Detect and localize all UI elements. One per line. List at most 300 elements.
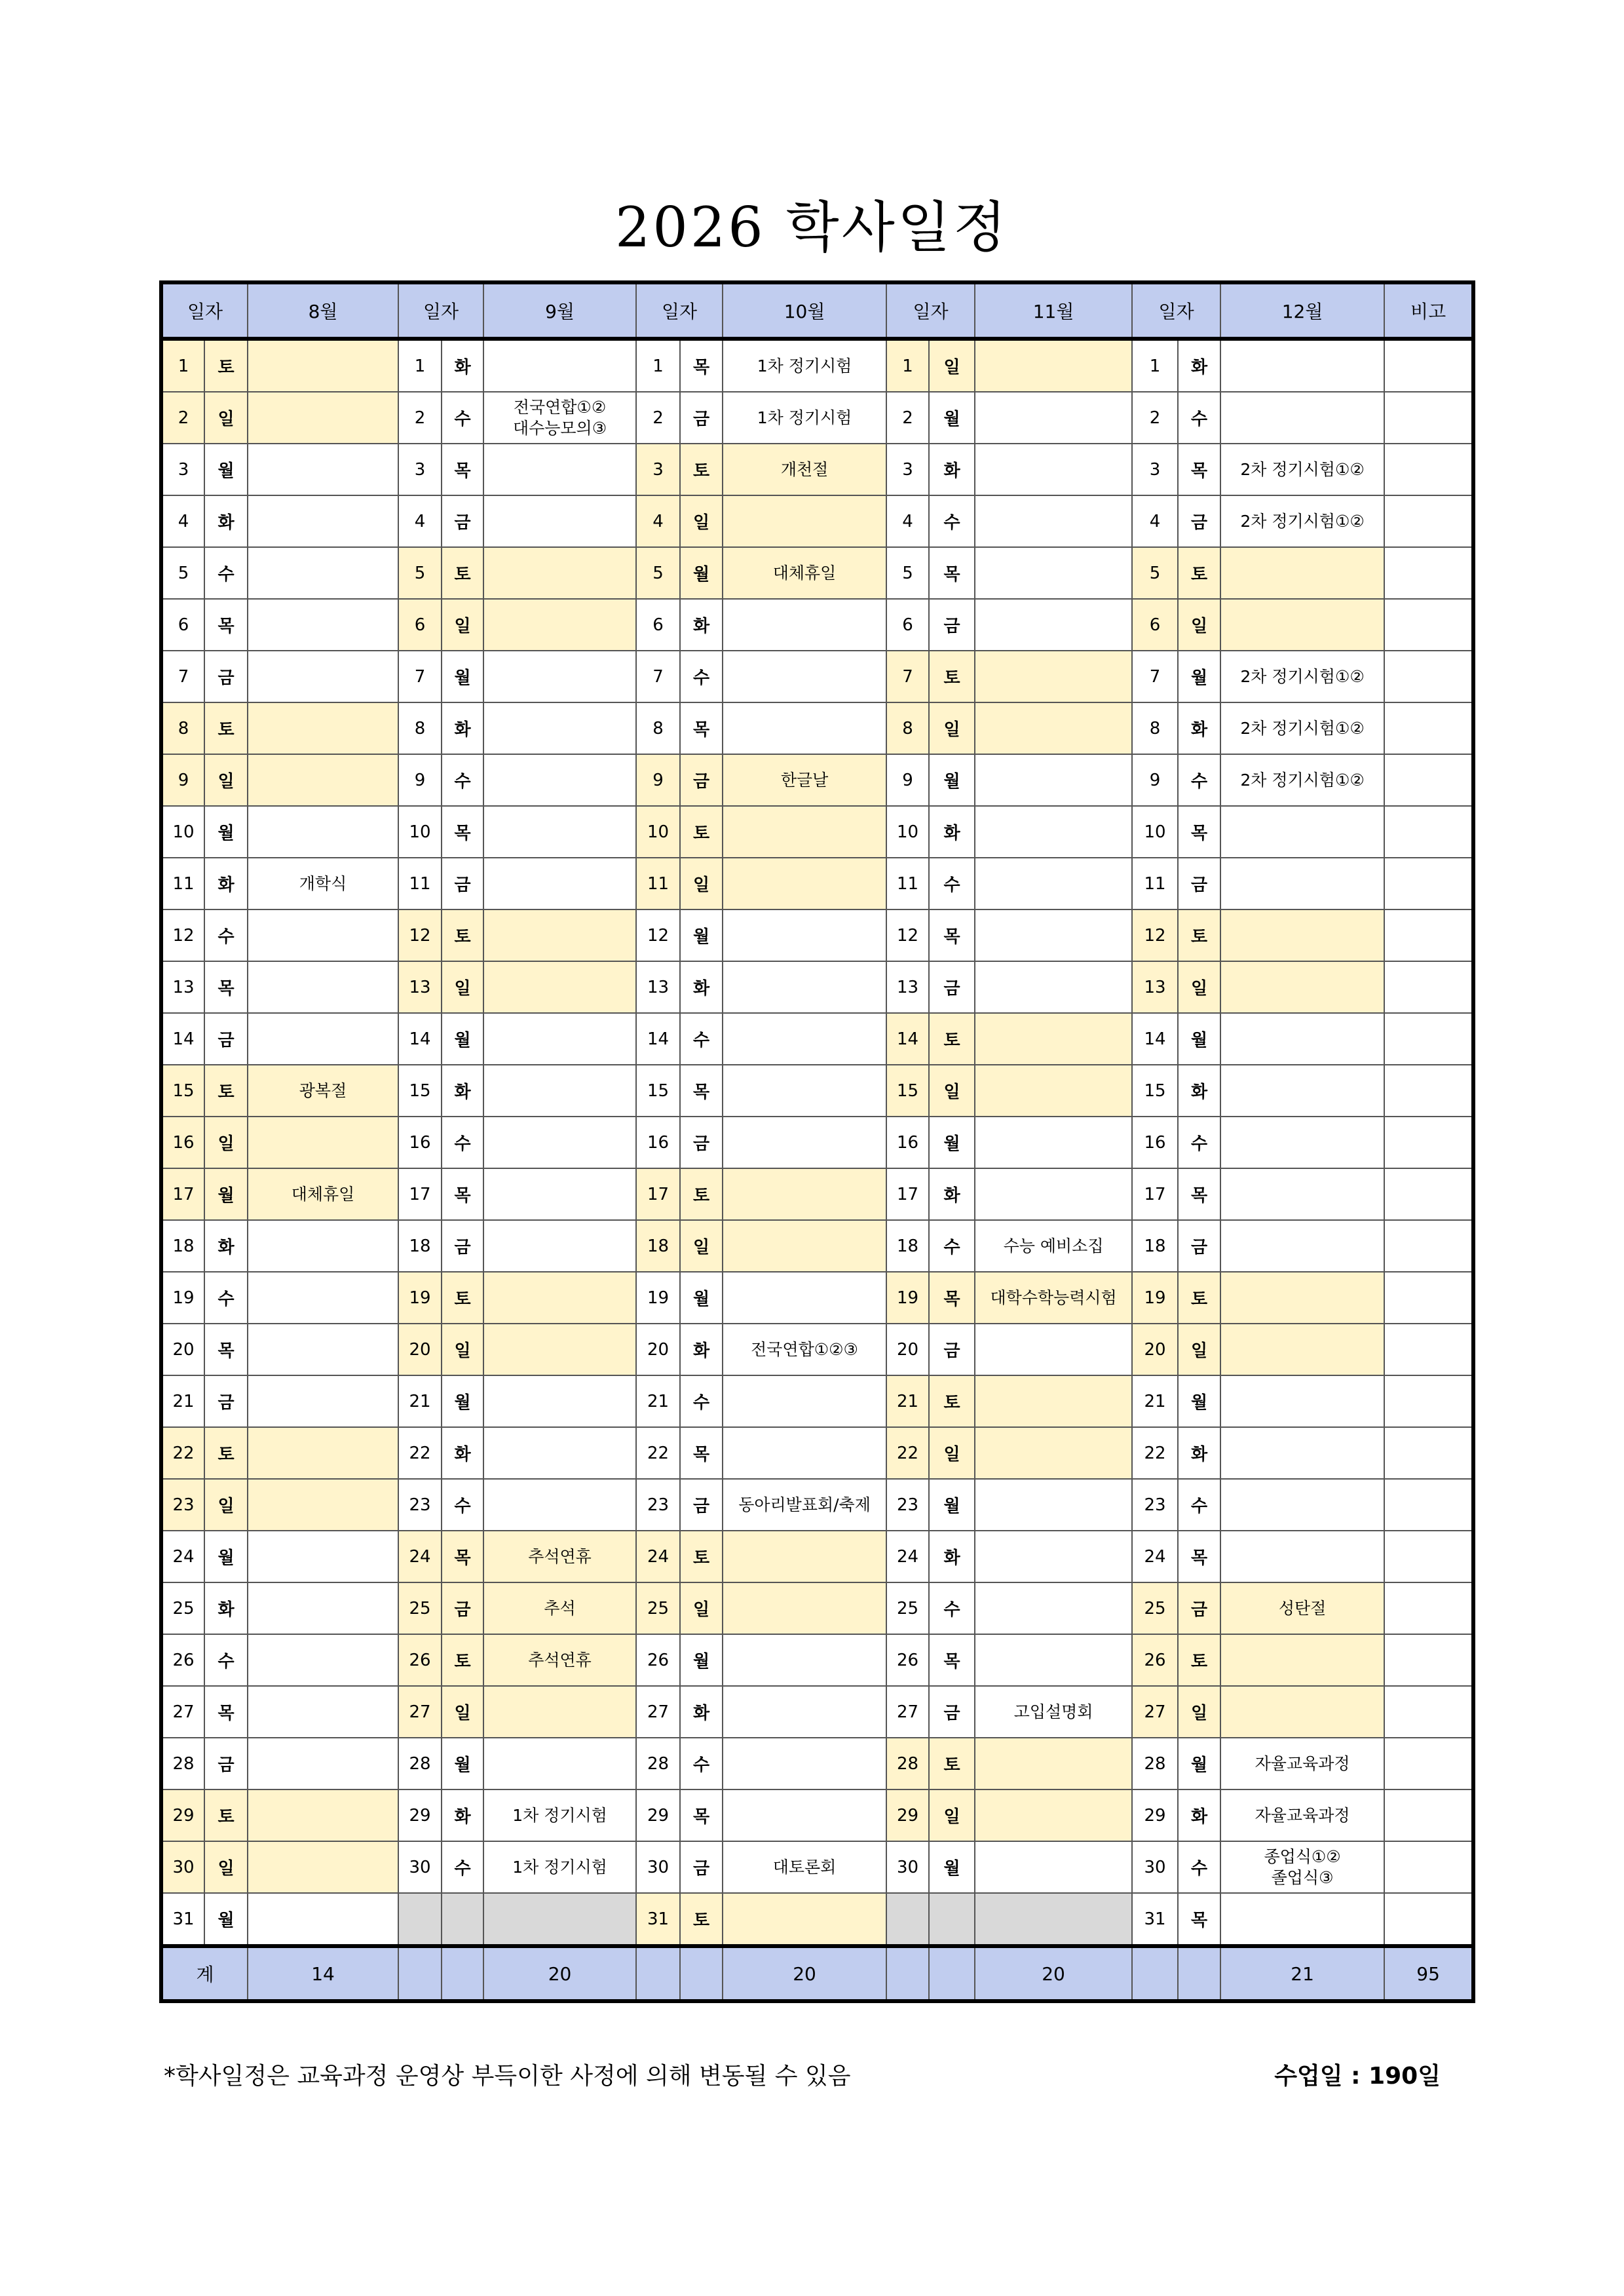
remarks-cell bbox=[1384, 858, 1473, 909]
day-of-week: 토 bbox=[929, 1738, 975, 1789]
event-cell bbox=[483, 1065, 636, 1117]
day-of-week: 목 bbox=[680, 702, 723, 754]
day-number: 11 bbox=[1132, 858, 1178, 909]
table-row bbox=[161, 1531, 1473, 1582]
day-number: 12 bbox=[398, 909, 442, 961]
event-cell bbox=[975, 1013, 1132, 1065]
table-row bbox=[161, 547, 1473, 599]
day-number: 5 bbox=[398, 547, 442, 599]
day-number: 28 bbox=[398, 1738, 442, 1789]
day-number: 23 bbox=[636, 1479, 680, 1531]
remarks-cell bbox=[1384, 1168, 1473, 1220]
day-of-week: 토 bbox=[1178, 1272, 1220, 1324]
day-of-week: 금 bbox=[1178, 1582, 1220, 1634]
event-cell bbox=[483, 1272, 636, 1324]
remarks-cell bbox=[1384, 1582, 1473, 1634]
day-number: 31 bbox=[161, 1893, 204, 1946]
event-cell bbox=[975, 702, 1132, 754]
day-number: 21 bbox=[161, 1375, 204, 1427]
day-number: 19 bbox=[398, 1272, 442, 1324]
day-number: 21 bbox=[636, 1375, 680, 1427]
day-of-week: 화 bbox=[442, 1427, 483, 1479]
day-column-header: 일자 bbox=[636, 282, 723, 339]
day-of-week: 토 bbox=[442, 1634, 483, 1686]
table-row bbox=[161, 961, 1473, 1013]
event-cell bbox=[483, 858, 636, 909]
day-number: 20 bbox=[1132, 1324, 1178, 1375]
remarks-cell bbox=[1384, 495, 1473, 547]
day-number: 30 bbox=[398, 1841, 442, 1893]
day-number: 22 bbox=[1132, 1427, 1178, 1479]
table-row bbox=[161, 1479, 1473, 1531]
table-row bbox=[161, 909, 1473, 961]
day-number: 7 bbox=[1132, 651, 1178, 702]
day-of-week: 목 bbox=[1178, 1893, 1220, 1946]
day-number: 31 bbox=[1132, 1893, 1178, 1946]
day-of-week: 일 bbox=[204, 392, 248, 444]
event-cell bbox=[483, 754, 636, 806]
day-of-week: 토 bbox=[680, 1168, 723, 1220]
remarks-cell bbox=[1384, 599, 1473, 651]
event-cell bbox=[1220, 392, 1384, 444]
day-number: 10 bbox=[1132, 806, 1178, 858]
day-number: 21 bbox=[398, 1375, 442, 1427]
day-of-week: 금 bbox=[442, 1582, 483, 1634]
day-number: 27 bbox=[161, 1686, 204, 1738]
day-of-week: 월 bbox=[680, 547, 723, 599]
day-of-week: 토 bbox=[680, 806, 723, 858]
day-column-header: 일자 bbox=[161, 282, 248, 339]
day-of-week: 일 bbox=[929, 1065, 975, 1117]
event-cell bbox=[723, 806, 886, 858]
total-dec: 21 bbox=[1220, 1946, 1384, 2001]
table-row bbox=[161, 1117, 1473, 1168]
day-of-week: 화 bbox=[1178, 1065, 1220, 1117]
day-number: 6 bbox=[398, 599, 442, 651]
day-number: 2 bbox=[886, 392, 929, 444]
remarks-cell bbox=[1384, 806, 1473, 858]
day-of-week: 일 bbox=[680, 1582, 723, 1634]
day-number: 11 bbox=[161, 858, 204, 909]
day-of-week: 월 bbox=[1178, 651, 1220, 702]
event-cell bbox=[723, 858, 886, 909]
event-cell bbox=[975, 1841, 1132, 1893]
event-cell: 1차 정기시험 bbox=[723, 339, 886, 392]
event-cell bbox=[975, 1789, 1132, 1841]
day-number: 10 bbox=[636, 806, 680, 858]
day-of-week: 목 bbox=[929, 1272, 975, 1324]
event-cell: 1차 정기시험 bbox=[483, 1789, 636, 1841]
day-of-week: 수 bbox=[442, 1841, 483, 1893]
day-number: 1 bbox=[636, 339, 680, 392]
event-cell bbox=[723, 1789, 886, 1841]
day-number: 9 bbox=[161, 754, 204, 806]
day-of-week: 일 bbox=[204, 1117, 248, 1168]
event-cell: 성탄절 bbox=[1220, 1582, 1384, 1634]
event-cell bbox=[975, 1531, 1132, 1582]
disclaimer-note: *학사일정은 교육과정 운영상 부득이한 사정에 의해 변동될 수 있음 bbox=[164, 2063, 851, 2090]
table-row bbox=[161, 1634, 1473, 1686]
table-row bbox=[161, 1738, 1473, 1789]
day-number: 24 bbox=[886, 1531, 929, 1582]
event-cell bbox=[483, 1738, 636, 1789]
day-number: 4 bbox=[398, 495, 442, 547]
remarks-cell bbox=[1384, 909, 1473, 961]
day-number: 7 bbox=[398, 651, 442, 702]
day-number: 9 bbox=[886, 754, 929, 806]
event-cell: 2차 정기시험①② bbox=[1220, 651, 1384, 702]
event-cell bbox=[248, 1117, 398, 1168]
day-number: 8 bbox=[161, 702, 204, 754]
day-of-week bbox=[442, 1893, 483, 1946]
day-number: 30 bbox=[1132, 1841, 1178, 1893]
event-cell bbox=[975, 909, 1132, 961]
month-header-nov: 11월 bbox=[975, 282, 1132, 339]
table-row bbox=[161, 1686, 1473, 1738]
table-row bbox=[161, 1582, 1473, 1634]
day-number bbox=[886, 1893, 929, 1946]
event-cell bbox=[975, 1117, 1132, 1168]
day-number: 14 bbox=[398, 1013, 442, 1065]
event-cell bbox=[483, 1324, 636, 1375]
event-cell bbox=[723, 599, 886, 651]
remarks-cell bbox=[1384, 1272, 1473, 1324]
day-of-week: 수 bbox=[204, 1634, 248, 1686]
day-number: 7 bbox=[636, 651, 680, 702]
day-number: 11 bbox=[398, 858, 442, 909]
table-row bbox=[161, 495, 1473, 547]
day-number: 20 bbox=[398, 1324, 442, 1375]
event-cell bbox=[248, 754, 398, 806]
event-cell bbox=[1220, 599, 1384, 651]
day-of-week: 수 bbox=[204, 1272, 248, 1324]
day-of-week: 금 bbox=[1178, 858, 1220, 909]
event-cell bbox=[723, 1686, 886, 1738]
day-number: 29 bbox=[636, 1789, 680, 1841]
event-cell: 대체휴일 bbox=[723, 547, 886, 599]
event-cell: 추석 bbox=[483, 1582, 636, 1634]
event-cell bbox=[975, 1427, 1132, 1479]
event-cell bbox=[248, 495, 398, 547]
event-cell bbox=[1220, 1479, 1384, 1531]
day-number: 4 bbox=[886, 495, 929, 547]
day-number: 27 bbox=[398, 1686, 442, 1738]
day-number: 1 bbox=[161, 339, 204, 392]
day-number: 1 bbox=[886, 339, 929, 392]
event-cell bbox=[248, 1634, 398, 1686]
day-number: 30 bbox=[161, 1841, 204, 1893]
day-number: 24 bbox=[1132, 1531, 1178, 1582]
remarks-cell bbox=[1384, 1117, 1473, 1168]
day-number: 10 bbox=[886, 806, 929, 858]
event-cell bbox=[248, 1375, 398, 1427]
total-oct: 20 bbox=[723, 1946, 886, 2001]
day-of-week: 목 bbox=[204, 961, 248, 1013]
day-number: 16 bbox=[886, 1117, 929, 1168]
event-cell bbox=[1220, 1272, 1384, 1324]
day-number: 27 bbox=[886, 1686, 929, 1738]
day-of-week: 일 bbox=[680, 1220, 723, 1272]
day-number: 14 bbox=[636, 1013, 680, 1065]
table-row bbox=[161, 1893, 1473, 1946]
day-number: 22 bbox=[636, 1427, 680, 1479]
event-cell bbox=[483, 1375, 636, 1427]
day-number: 5 bbox=[636, 547, 680, 599]
event-cell bbox=[483, 651, 636, 702]
grand-total: 95 bbox=[1384, 1946, 1473, 2001]
remarks-cell bbox=[1384, 1220, 1473, 1272]
day-of-week: 금 bbox=[929, 599, 975, 651]
day-of-week: 일 bbox=[1178, 1686, 1220, 1738]
day-number: 19 bbox=[161, 1272, 204, 1324]
day-number: 22 bbox=[161, 1427, 204, 1479]
event-cell bbox=[483, 806, 636, 858]
event-cell bbox=[723, 1168, 886, 1220]
day-number: 6 bbox=[636, 599, 680, 651]
day-number: 1 bbox=[1132, 339, 1178, 392]
day-of-week: 월 bbox=[204, 806, 248, 858]
day-of-week: 월 bbox=[442, 1013, 483, 1065]
event-cell bbox=[723, 702, 886, 754]
remarks-cell bbox=[1384, 1686, 1473, 1738]
event-cell bbox=[1220, 806, 1384, 858]
event-cell bbox=[483, 547, 636, 599]
event-cell bbox=[483, 702, 636, 754]
day-of-week: 수 bbox=[1178, 1117, 1220, 1168]
empty-cell bbox=[442, 1946, 483, 2001]
event-cell bbox=[1220, 339, 1384, 392]
day-of-week: 화 bbox=[1178, 1427, 1220, 1479]
day-of-week: 월 bbox=[204, 444, 248, 495]
day-of-week: 화 bbox=[204, 495, 248, 547]
day-number: 2 bbox=[1132, 392, 1178, 444]
day-of-week: 월 bbox=[929, 1117, 975, 1168]
event-cell bbox=[723, 1220, 886, 1272]
day-of-week: 화 bbox=[680, 599, 723, 651]
event-cell bbox=[248, 1220, 398, 1272]
day-number: 17 bbox=[636, 1168, 680, 1220]
event-cell bbox=[1220, 909, 1384, 961]
calendar-body bbox=[161, 339, 1473, 1946]
day-number: 8 bbox=[886, 702, 929, 754]
event-cell: 추석연휴 bbox=[483, 1634, 636, 1686]
day-number: 9 bbox=[398, 754, 442, 806]
day-of-week: 금 bbox=[1178, 1220, 1220, 1272]
event-cell: 개학식 bbox=[248, 858, 398, 909]
day-of-week: 일 bbox=[204, 1841, 248, 1893]
table-row bbox=[161, 1065, 1473, 1117]
day-number: 16 bbox=[636, 1117, 680, 1168]
day-of-week bbox=[929, 1893, 975, 1946]
day-of-week: 월 bbox=[929, 1479, 975, 1531]
day-of-week: 토 bbox=[680, 1531, 723, 1582]
day-number: 3 bbox=[161, 444, 204, 495]
day-number: 8 bbox=[398, 702, 442, 754]
day-number: 19 bbox=[886, 1272, 929, 1324]
day-number: 17 bbox=[398, 1168, 442, 1220]
remarks-cell bbox=[1384, 547, 1473, 599]
day-of-week: 토 bbox=[204, 1789, 248, 1841]
day-of-week: 화 bbox=[442, 1789, 483, 1841]
event-cell bbox=[723, 1013, 886, 1065]
event-cell bbox=[483, 1893, 636, 1946]
day-number: 28 bbox=[1132, 1738, 1178, 1789]
day-of-week: 목 bbox=[442, 1531, 483, 1582]
event-cell bbox=[975, 392, 1132, 444]
class-days-total: 수업일 : 190일 bbox=[1274, 2063, 1441, 2090]
day-of-week: 토 bbox=[204, 1065, 248, 1117]
event-cell: 종업식①② 졸업식③ bbox=[1220, 1841, 1384, 1893]
day-of-week: 목 bbox=[680, 1789, 723, 1841]
day-number: 4 bbox=[161, 495, 204, 547]
event-cell bbox=[975, 858, 1132, 909]
event-cell bbox=[723, 495, 886, 547]
day-number: 23 bbox=[1132, 1479, 1178, 1531]
event-cell bbox=[483, 1117, 636, 1168]
day-number: 29 bbox=[398, 1789, 442, 1841]
day-of-week: 월 bbox=[929, 754, 975, 806]
event-cell bbox=[248, 1893, 398, 1946]
event-cell: 전국연합①② 대수능모의③ bbox=[483, 392, 636, 444]
table-row bbox=[161, 1168, 1473, 1220]
day-of-week: 월 bbox=[204, 1893, 248, 1946]
day-number: 25 bbox=[636, 1582, 680, 1634]
event-cell: 2차 정기시험①② bbox=[1220, 444, 1384, 495]
day-of-week: 목 bbox=[204, 1324, 248, 1375]
day-of-week: 금 bbox=[680, 754, 723, 806]
day-number: 9 bbox=[636, 754, 680, 806]
day-number: 15 bbox=[398, 1065, 442, 1117]
day-number: 23 bbox=[886, 1479, 929, 1531]
day-of-week: 토 bbox=[1178, 1634, 1220, 1686]
day-of-week: 화 bbox=[1178, 1789, 1220, 1841]
event-cell bbox=[975, 1738, 1132, 1789]
day-of-week: 목 bbox=[204, 1686, 248, 1738]
day-number: 18 bbox=[398, 1220, 442, 1272]
event-cell bbox=[483, 599, 636, 651]
table-row bbox=[161, 858, 1473, 909]
event-cell bbox=[248, 339, 398, 392]
event-cell bbox=[483, 1479, 636, 1531]
event-cell bbox=[1220, 1168, 1384, 1220]
day-of-week: 일 bbox=[1178, 961, 1220, 1013]
event-cell: 한글날 bbox=[723, 754, 886, 806]
header-row bbox=[161, 282, 1473, 339]
table-row bbox=[161, 339, 1473, 392]
day-of-week: 금 bbox=[442, 495, 483, 547]
day-number: 5 bbox=[886, 547, 929, 599]
day-number: 25 bbox=[161, 1582, 204, 1634]
event-cell bbox=[723, 1272, 886, 1324]
event-cell bbox=[723, 1738, 886, 1789]
day-of-week: 목 bbox=[1178, 1168, 1220, 1220]
event-cell bbox=[248, 909, 398, 961]
day-number: 22 bbox=[886, 1427, 929, 1479]
event-cell: 대학수학능력시험 bbox=[975, 1272, 1132, 1324]
day-number: 29 bbox=[161, 1789, 204, 1841]
day-number: 27 bbox=[1132, 1686, 1178, 1738]
day-of-week: 월 bbox=[680, 1272, 723, 1324]
day-of-week: 화 bbox=[680, 1324, 723, 1375]
day-number: 20 bbox=[886, 1324, 929, 1375]
day-of-week: 토 bbox=[929, 651, 975, 702]
day-number: 26 bbox=[398, 1634, 442, 1686]
day-of-week: 수 bbox=[929, 1220, 975, 1272]
day-of-week: 일 bbox=[1178, 599, 1220, 651]
day-number: 26 bbox=[161, 1634, 204, 1686]
day-number: 24 bbox=[161, 1531, 204, 1582]
event-cell bbox=[248, 1427, 398, 1479]
day-number: 1 bbox=[398, 339, 442, 392]
event-cell bbox=[248, 1479, 398, 1531]
empty-cell bbox=[1178, 1946, 1220, 2001]
day-number: 5 bbox=[161, 547, 204, 599]
day-number: 8 bbox=[1132, 702, 1178, 754]
day-of-week: 일 bbox=[929, 339, 975, 392]
remarks-cell bbox=[1384, 1789, 1473, 1841]
remarks-cell bbox=[1384, 1738, 1473, 1789]
day-of-week: 월 bbox=[680, 1634, 723, 1686]
event-cell bbox=[723, 651, 886, 702]
day-of-week: 일 bbox=[929, 1427, 975, 1479]
day-of-week: 월 bbox=[680, 909, 723, 961]
day-of-week: 토 bbox=[1178, 909, 1220, 961]
event-cell bbox=[723, 1582, 886, 1634]
academic-calendar-table bbox=[159, 280, 1475, 2003]
event-cell: 2차 정기시험①② bbox=[1220, 754, 1384, 806]
day-number: 26 bbox=[1132, 1634, 1178, 1686]
day-number: 3 bbox=[398, 444, 442, 495]
event-cell bbox=[248, 1013, 398, 1065]
empty-cell bbox=[929, 1946, 975, 2001]
day-of-week: 일 bbox=[929, 702, 975, 754]
event-cell bbox=[1220, 1117, 1384, 1168]
day-number: 17 bbox=[886, 1168, 929, 1220]
remarks-cell bbox=[1384, 1427, 1473, 1479]
day-of-week: 목 bbox=[442, 1168, 483, 1220]
day-number: 11 bbox=[636, 858, 680, 909]
day-number: 4 bbox=[636, 495, 680, 547]
table-row bbox=[161, 392, 1473, 444]
day-column-header: 일자 bbox=[398, 282, 483, 339]
day-of-week: 월 bbox=[204, 1168, 248, 1220]
day-of-week: 금 bbox=[204, 651, 248, 702]
day-of-week: 화 bbox=[204, 1582, 248, 1634]
day-number: 25 bbox=[398, 1582, 442, 1634]
day-of-week: 일 bbox=[929, 1789, 975, 1841]
event-cell: 대토론회 bbox=[723, 1841, 886, 1893]
day-of-week: 목 bbox=[680, 1427, 723, 1479]
day-of-week: 금 bbox=[1178, 495, 1220, 547]
day-of-week: 금 bbox=[929, 1686, 975, 1738]
day-number: 13 bbox=[636, 961, 680, 1013]
day-number: 20 bbox=[161, 1324, 204, 1375]
remarks-cell bbox=[1384, 1634, 1473, 1686]
day-number: 13 bbox=[1132, 961, 1178, 1013]
event-cell bbox=[975, 339, 1132, 392]
remarks-cell bbox=[1384, 754, 1473, 806]
day-of-week: 금 bbox=[680, 1841, 723, 1893]
day-number: 2 bbox=[161, 392, 204, 444]
event-cell bbox=[483, 339, 636, 392]
day-of-week: 수 bbox=[1178, 1841, 1220, 1893]
day-number: 9 bbox=[1132, 754, 1178, 806]
day-number: 21 bbox=[1132, 1375, 1178, 1427]
event-cell bbox=[248, 1789, 398, 1841]
table-row bbox=[161, 754, 1473, 806]
day-number: 13 bbox=[886, 961, 929, 1013]
table-row bbox=[161, 1375, 1473, 1427]
